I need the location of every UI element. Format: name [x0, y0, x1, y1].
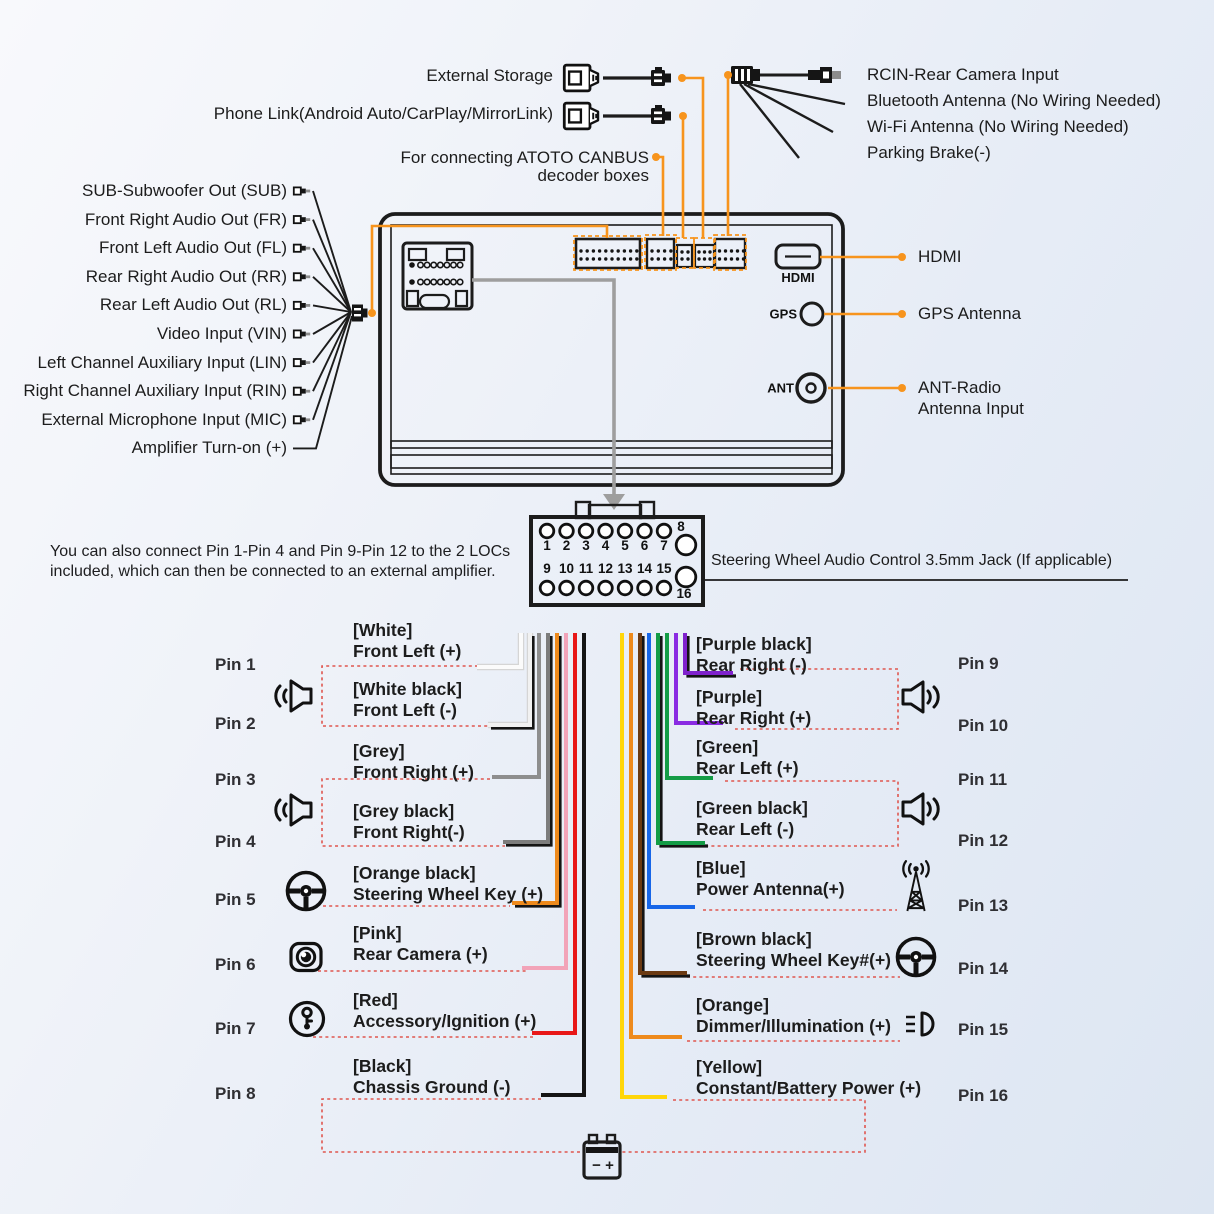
pin-function-label — [696, 1057, 921, 1099]
wire-function: Front Right (+) — [353, 762, 475, 782]
pin-number-label: Pin 9 — [958, 654, 999, 673]
hdmi-port — [776, 245, 820, 268]
pin-function-label — [353, 1056, 511, 1098]
connector-pin-number: 1 — [543, 538, 551, 553]
connector-pin-number: 16 — [676, 586, 692, 601]
rear-harness-fan — [731, 66, 845, 158]
connector-pin-number: 13 — [617, 561, 633, 576]
pin-number-label: Pin 5 — [215, 890, 256, 909]
wire-color-name: [Orange black] — [353, 863, 476, 883]
rca-bundle-connector — [352, 305, 368, 322]
wire-color-name: [Pink] — [353, 923, 402, 943]
pin-function-label — [696, 687, 811, 729]
connector-pin-number: 14 — [636, 561, 653, 576]
rca-connector-icon — [294, 187, 310, 194]
rear-harness-label: Wi-Fi Antenna (No Wiring Needed) — [867, 117, 1129, 136]
rca-output-label: Left Channel Auxiliary Input (LIN) — [37, 352, 287, 372]
ant-callout-label-line1: ANT-Radio — [918, 378, 1002, 397]
power-connector-socket — [403, 243, 472, 309]
loc-note-line1: You can also connect Pin 1-Pin 4 and Pin 9-Pin 12 to the 2 LOCs — [50, 543, 511, 560]
pin-function-label — [696, 929, 891, 971]
wire-color-name: [Orange] — [696, 995, 769, 1015]
wire-function: Front Left (+) — [353, 641, 462, 661]
gps-port-label: GPS — [769, 306, 797, 322]
wire-function: Accessory/Ignition (+) — [353, 1011, 537, 1031]
connector-pin-number: 8 — [677, 519, 685, 534]
usb-icon — [564, 65, 598, 91]
top-sockets — [574, 235, 746, 270]
steering-wheel-icon — [288, 873, 325, 910]
rca-output-label: External Microphone Input (MIC) — [41, 409, 287, 429]
ant-port-label: ANT — [767, 380, 794, 396]
wire-function: Rear Camera (+) — [353, 944, 488, 964]
pin-function-label — [696, 995, 891, 1037]
wire-function: Rear Right (+) — [696, 708, 812, 728]
rca-output-label: Front Right Audio Out (FR) — [84, 209, 287, 229]
pin-number-label: Pin 15 — [958, 1020, 1009, 1039]
pin-function-label — [353, 923, 488, 965]
steering-wheel-icon — [898, 939, 935, 976]
wire-function: Rear Left (+) — [696, 758, 799, 778]
ant-port — [797, 374, 825, 402]
wire-color-name: [Green black] — [696, 798, 808, 818]
socket-highlight — [574, 236, 642, 270]
hdmi-port-label: HDMI — [781, 270, 815, 285]
pin-number-label: Pin 12 — [958, 831, 1009, 850]
wire-function: Steering Wheel Key#(+) — [696, 950, 891, 970]
external-storage-label: External Storage — [426, 66, 553, 85]
ignition-key-icon — [291, 1003, 324, 1036]
speaker-icon — [903, 794, 938, 824]
rca-connector-icon — [294, 330, 310, 337]
wire-function: Power Antenna(+) — [696, 879, 845, 899]
speaker-icon — [276, 795, 311, 825]
wire-color-name: [Purple] — [696, 687, 763, 707]
rca-plug-icon — [808, 70, 820, 80]
plug-icon — [651, 105, 671, 124]
pin-wire — [477, 633, 521, 667]
wire-color-name: [Purple black] — [696, 634, 812, 654]
usb-icon — [564, 103, 598, 129]
head-unit-rear-panel — [380, 214, 843, 485]
wire-function: Rear Left (-) — [696, 819, 795, 839]
pin-number-label: Pin 11 — [958, 770, 1008, 789]
rca-output-label: SUB-Subwoofer Out (SUB) — [81, 181, 287, 200]
canbus-label-line1: For connecting ATOTO CANBUS — [400, 148, 649, 167]
pin-number-label: Pin 1 — [215, 655, 256, 674]
speaker-icon — [276, 681, 311, 711]
headlight-icon — [906, 1013, 933, 1035]
connector-pin-number: 12 — [597, 561, 614, 576]
ant-callout-label-line2: Antenna Input — [918, 399, 1024, 418]
gps-port — [801, 303, 823, 325]
wire-function: Rear Right (-) — [696, 655, 807, 675]
rear-harness-label: Parking Brake(-) — [867, 143, 991, 162]
pin-number-label: Pin 14 — [958, 959, 1009, 978]
rca-connector-icon — [294, 273, 310, 280]
wire-function: Chassis Ground (-) — [353, 1077, 511, 1097]
pin-function-label — [696, 634, 812, 676]
rear-harness-label: Bluetooth Antenna (No Wiring Needed) — [867, 91, 1161, 110]
rca-output-label: Amplifier Turn-on (+) — [131, 438, 287, 458]
pin-function-label — [353, 679, 462, 721]
wire-color-name: [Yellow] — [696, 1057, 763, 1077]
rca-connector-icon — [294, 216, 310, 223]
heatsink-band — [391, 441, 832, 448]
heatsink-band — [391, 455, 832, 468]
wire-color-name: [White black] — [353, 679, 462, 699]
wire-function: Front Left (-) — [353, 700, 457, 720]
pin-number-label: Pin 10 — [958, 716, 1009, 735]
wire-function: Dimmer/Illumination (+) — [696, 1016, 891, 1036]
battery-polarity-label: − + — [592, 1157, 614, 1174]
connector-pin-number: 3 — [582, 538, 590, 553]
connector-pin-number: 2 — [562, 538, 571, 553]
rear-harness-label: RCIN-Rear Camera Input — [867, 65, 1059, 84]
pin-number-label: Pin 16 — [958, 1086, 1009, 1105]
pin-function-label — [353, 863, 543, 905]
connector-pin-number: 5 — [621, 538, 629, 553]
phone-link-label: Phone Link(Android Auto/CarPlay/MirrorLink) — [213, 104, 553, 123]
rca-output-lines — [293, 187, 352, 448]
rca-connector-icon — [294, 359, 310, 366]
hdmi-callout-label: HDMI — [918, 247, 962, 266]
power-antenna-icon — [903, 861, 928, 911]
pin-function-label — [696, 858, 845, 900]
pin-function-label — [353, 620, 461, 662]
pin-number-label: Pin 4 — [215, 832, 256, 851]
canbus-label-line2: decoder boxes — [537, 166, 649, 185]
rear-camera-icon — [291, 944, 321, 971]
plug-icon — [651, 67, 671, 86]
rca-connector-icon — [294, 416, 310, 423]
wire-function: Constant/Battery Power (+) — [696, 1078, 922, 1098]
wire-color-name: [Grey black] — [353, 801, 455, 821]
connector-pin-number: 9 — [543, 561, 551, 576]
rca-output-label: Front Left Audio Out (FL) — [98, 238, 287, 258]
rca-output-label: Right Channel Auxiliary Input (RIN) — [23, 381, 287, 401]
wire-function: Front Right(-) — [353, 822, 465, 842]
speaker-icon — [903, 682, 938, 712]
connector-pin-number: 10 — [558, 561, 575, 576]
swc-jack-label: Steering Wheel Audio Control 3.5mm Jack (If applicable) — [711, 552, 1113, 569]
pin-function-label — [353, 741, 474, 783]
connector-pin-number: 7 — [660, 538, 668, 553]
pin-number-label: Pin 8 — [215, 1084, 256, 1103]
wire-color-name: [White] — [353, 620, 413, 640]
pin-function-label — [696, 737, 799, 779]
pin-number-label: Pin 2 — [215, 714, 256, 733]
wire-color-name: [Grey] — [353, 741, 405, 761]
pin-function-label — [696, 798, 808, 840]
gps-callout-label: GPS Antenna — [918, 304, 1022, 323]
wire-color-name: [Brown black] — [696, 929, 812, 949]
pin-number-label: Pin 7 — [215, 1019, 256, 1038]
harness-arrow — [472, 280, 625, 510]
wire-color-name: [Black] — [353, 1056, 412, 1076]
connector-pin-number: 6 — [640, 538, 649, 553]
pin-number-label: Pin 3 — [215, 770, 256, 789]
rca-output-label: Rear Left Audio Out (RL) — [99, 295, 287, 315]
pin-function-label — [353, 801, 465, 843]
rca-output-label: Video Input (VIN) — [156, 324, 287, 343]
rca-connector-icon — [294, 302, 310, 309]
loc-note-line2: included, which can then be connected to an external amplifier. — [50, 563, 496, 580]
wire-color-name: [Green] — [696, 737, 759, 757]
connector-pin-number: 11 — [578, 561, 594, 576]
wire-color-name: [Red] — [353, 990, 398, 1010]
wire-color-name: [Blue] — [696, 858, 746, 878]
usb-cables — [564, 65, 671, 129]
rca-connector-icon — [294, 245, 310, 252]
pin-function-label — [353, 990, 536, 1032]
rca-output-label: Rear Right Audio Out (RR) — [85, 266, 287, 286]
pin-number-label: Pin 13 — [958, 896, 1009, 915]
rca-connector-icon — [294, 388, 310, 395]
pin-number-label: Pin 6 — [215, 955, 256, 974]
connector-pin-number: 15 — [656, 561, 672, 576]
connector-pin-number: 4 — [601, 538, 610, 553]
wire-function: Steering Wheel Key (+) — [353, 884, 544, 904]
